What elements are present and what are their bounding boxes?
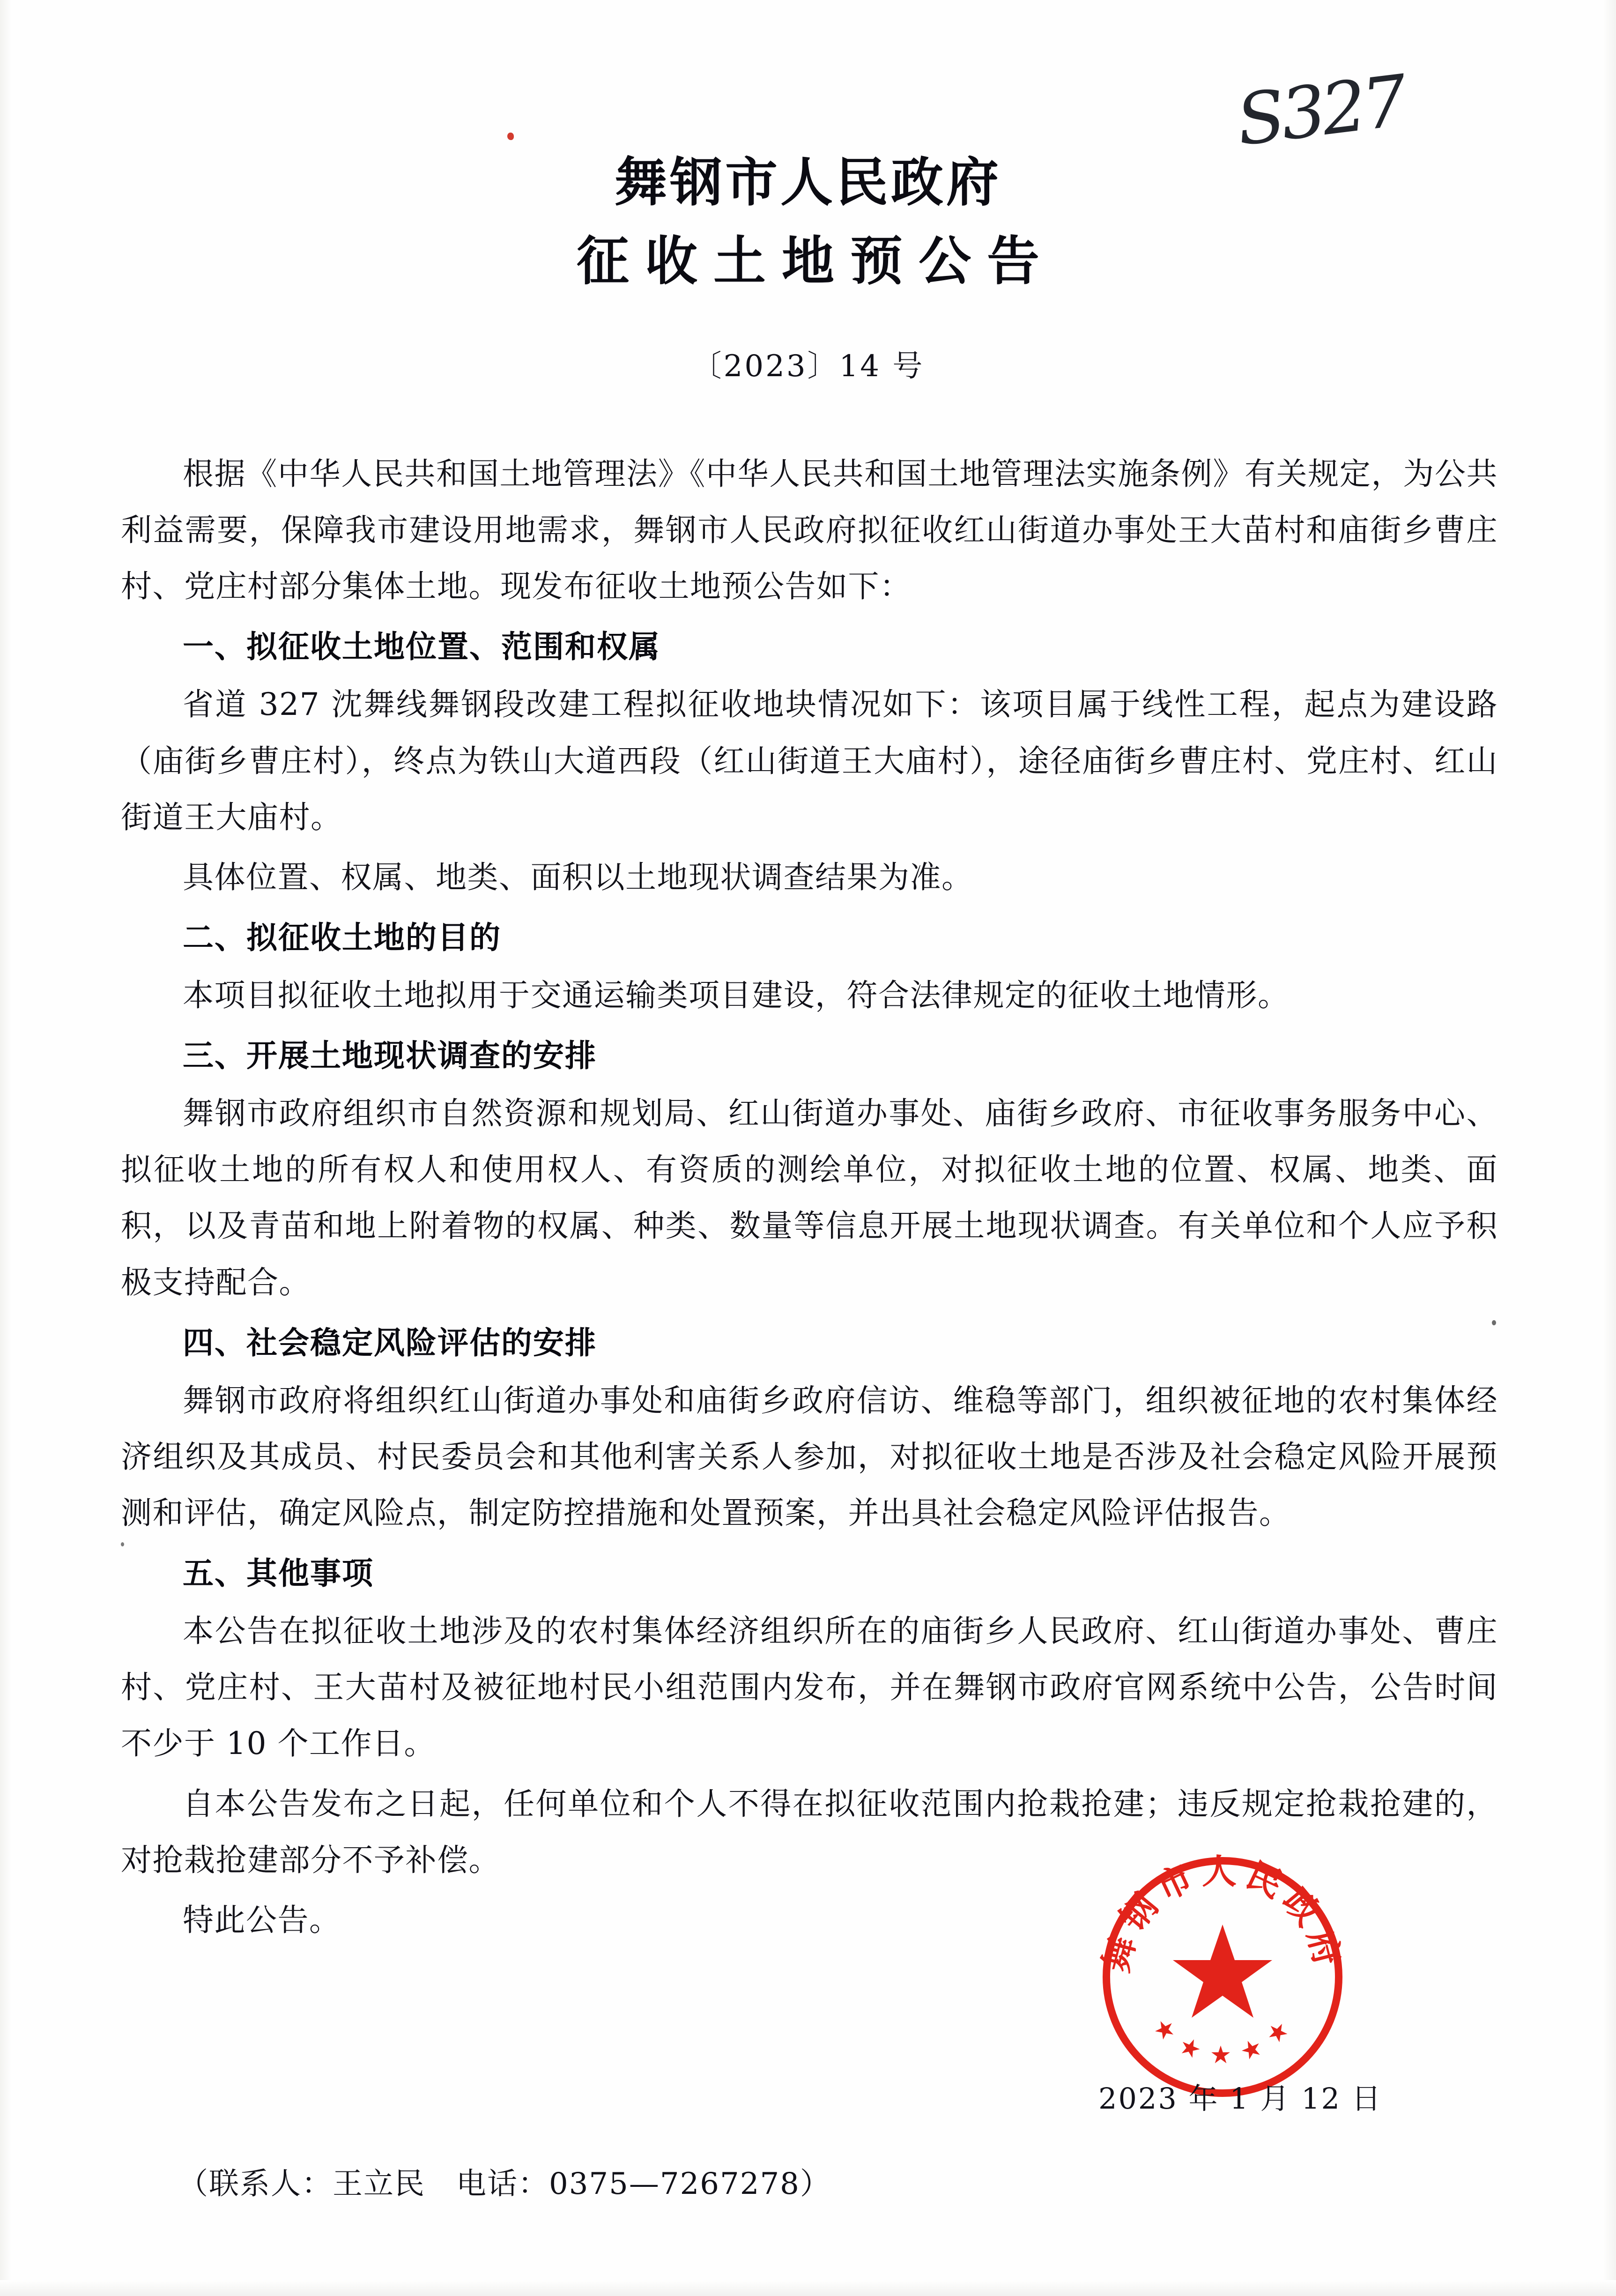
section-2-paragraph-1: 本项目拟征收土地拟用于交通运输类项目建设，符合法律规定的征收土地情形。 bbox=[183, 977, 1290, 1013]
contact-line: （联系人：王立民 电话：0375—7267278） bbox=[178, 2167, 831, 2201]
section-1-paragraph-2: 具体位置、权属、地类、面积以土地现状调查结果为准。 bbox=[183, 859, 973, 895]
red-ink-speck bbox=[507, 133, 514, 140]
section-3-paragraph-1: 舞钢市政府组织市自然资源和规划局、红山街道办事处、庙街乡政府、市征收事务服务中心、拟征收土地的所有权人和使用权人、有资质的测绘单位，对拟征收土地的位置、权属、地类、面积，以及青苗和地上附着物的权属、种类、数量等信息开展土地现状调查。有关单位和个人应予积极支持配合。 bbox=[121, 1095, 1498, 1300]
svg-text:★ ★ ★ ★ ★: ★ ★ ★ ★ ★ bbox=[1149, 2014, 1296, 2067]
section-5-paragraph-2: 自本公告发布之日起，任何单位和个人不得在拟征收范围内抢栽抢建；违反规定抢栽抢建的，对抢栽抢建部分不予补偿。 bbox=[121, 1785, 1498, 1878]
document-body bbox=[121, 446, 1498, 1952]
official-red-seal bbox=[1091, 1846, 1354, 2108]
section-2-heading: 二、拟征收土地的目的 bbox=[183, 919, 501, 956]
section-4-paragraph-1: 舞钢市政府将组织红山街道办事处和庙街乡政府信访、维稳等部门，组织被征地的农村集体经济组织及其成员、村民委员会和其他利害关系人参加，对拟征收土地是否涉及社会稳定风险开展预测和评估，确定风险点，制定防控措施和处置预案，并出具社会稳定风险评估报告。 bbox=[121, 1382, 1498, 1531]
issuing-authority-title: 舞钢市人民政府 bbox=[615, 152, 1001, 213]
svg-text:舞钢市人民政府: 舞钢市人民政府 bbox=[1096, 1851, 1349, 1976]
intro-paragraph: 根据《中华人民共和国土地管理法》《中华人民共和国土地管理法实施条例》有关规定，为公共利益需要，保障我市建设用地需求，舞钢市人民政府拟征收红山街道办事处王大苗村和庙街乡曹庄村、党庄村部分集体土地。现发布征收土地预公告如下： bbox=[121, 456, 1498, 605]
section-3-heading: 三、开展土地现状调查的安排 bbox=[183, 1037, 597, 1074]
document-type-title: 征收土地预公告 bbox=[577, 230, 1055, 292]
section-4-heading: 四、社会稳定风险评估的安排 bbox=[183, 1324, 597, 1361]
handwritten-annotation: S327 bbox=[1232, 60, 1408, 162]
section-5-heading: 五、其他事项 bbox=[183, 1555, 374, 1592]
document-title bbox=[0, 150, 1616, 297]
seal-date: 2023 年 1 月 12 日 bbox=[1098, 2081, 1382, 2116]
closing-statement: 特此公告。 bbox=[183, 1902, 341, 1938]
document-number: 〔2023〕14 号 bbox=[691, 349, 925, 384]
section-1-paragraph-1: 省道 327 沈舞线舞钢段改建工程拟征收地块情况如下：该项目属于线性工程，起点为建设路（庙街乡曹庄村），终点为铁山大道西段（红山街道王大庙村），途径庙街乡曹庄村、党庄村、红山街道王大庙村。 bbox=[121, 686, 1498, 835]
section-5-paragraph-1: 本公告在拟征收土地涉及的农村集体经济组织所在的庙街乡人民政府、红山街道办事处、曹庄村、党庄村、王大苗村及被征地村民小组范围内发布，并在舞钢市政府官网系统中公告，公告时间不少于 10 个工作日。 bbox=[121, 1613, 1498, 1762]
paper-edge-bottom bbox=[0, 2280, 1616, 2296]
section-1-heading: 一、拟征收土地位置、范围和权属 bbox=[183, 628, 660, 665]
